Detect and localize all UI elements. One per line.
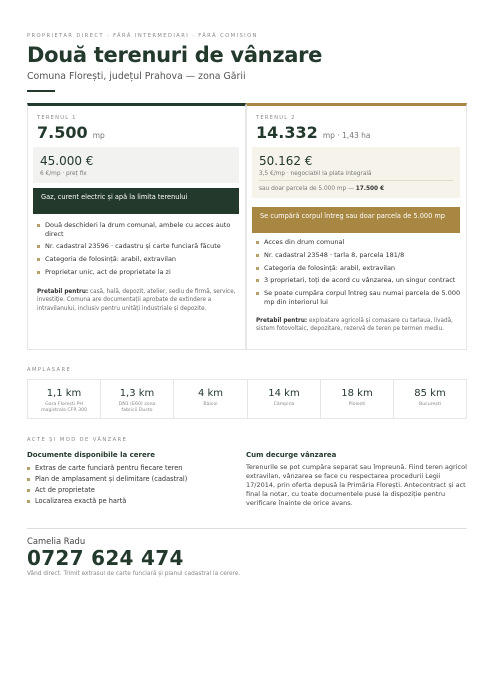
usage-text xyxy=(37,288,239,313)
contact-note: Vând direct. Trimit extrasul de carte funciară și planul cadastral la cerere. xyxy=(27,571,241,577)
price-value: 45.000 € xyxy=(40,154,94,168)
lot-card-1 xyxy=(27,103,246,350)
feature-item: Categoria de folosință: arabil, extravilan xyxy=(256,264,461,273)
price-note: 3,5 €/mp · negociabil la plata integrală xyxy=(259,171,372,177)
feature-item: Categoria de folosință: arabil, extravilan xyxy=(37,255,239,264)
sale-process-heading: Cum decurge vânzarea xyxy=(246,451,337,459)
distance-place: Băicoi xyxy=(203,402,218,407)
lot-label: TERENUL 2 xyxy=(256,115,296,121)
feature-item: Proprietar unic, act de proprietate la zi xyxy=(37,268,239,277)
distance-place: DN1 (E60) zona fabricii Dusto xyxy=(118,402,156,413)
docs-heading: Documente disponibile la cerere xyxy=(27,451,155,459)
doc-item: Localizarea exactă pe hartă xyxy=(27,497,227,506)
lot-card-2 xyxy=(246,103,467,350)
lot-area xyxy=(256,123,371,142)
page-subtitle: Comuna Florești, județul Prahova — zona Gării xyxy=(27,71,246,82)
lot-label: TERENUL 1 xyxy=(37,115,77,121)
distance-cell xyxy=(101,380,174,418)
distance-place: Ploiești xyxy=(348,402,366,407)
features-list xyxy=(37,221,239,281)
contact-divider xyxy=(27,528,467,529)
distance-place: București xyxy=(418,402,442,407)
area-unit: mp xyxy=(92,131,105,140)
distance-cell xyxy=(394,380,466,418)
area-value: 7.500 xyxy=(37,123,88,142)
distance-value: 4 km xyxy=(197,388,224,399)
distance-value: 18 km xyxy=(341,388,373,399)
distance-cell xyxy=(321,380,394,418)
feature-item: Se poate cumpăra corpul întreg sau numai parcela de 5.000 mp din interiorul lui xyxy=(256,289,461,306)
lots-section xyxy=(27,103,467,350)
distance-value: 14 km xyxy=(268,388,300,399)
feature-item: Două deschideri la drum comunal, ambele cu acces auto direct xyxy=(37,221,239,238)
price-note: 6 €/mp · preț fix xyxy=(40,171,87,177)
usage-label: Pretabil pentru: xyxy=(37,289,89,295)
price-value: 50.162 € xyxy=(259,154,313,168)
sale-process-text: Terenurile se pot cumpăra separat sau împreună. Fiind teren agricol extravilan, vânzarea se face cu respectarea procedurii Legii 17/2014, prin oferta depusă la Primăria Florești. Antecontract și act final la notar, cu toate documentele puse la dispoziție pentru verificare înainte de orice avans. xyxy=(246,463,467,507)
distance-value: 85 km xyxy=(414,388,446,399)
feature-item: 3 proprietari, toți de acord cu vânzarea, un singur contract xyxy=(256,276,461,285)
distance-cell xyxy=(174,380,248,418)
usage-label: Pretabil pentru: xyxy=(256,318,308,324)
features-list xyxy=(256,238,461,311)
price-divider xyxy=(259,180,453,181)
utilities-banner: Gaz, curent electric și apă la limita terenului xyxy=(33,188,239,214)
price-box xyxy=(33,147,239,183)
distance-value: 1,3 km xyxy=(119,388,155,399)
docs-list xyxy=(27,464,227,508)
purchase-banner: Se cumpără corpul întreg sau doar parcela de 5.000 mp xyxy=(252,207,460,233)
distance-cell xyxy=(248,380,321,418)
lot-area xyxy=(37,123,105,142)
acts-section-label: ACTE ȘI MOD DE VÂNZARE xyxy=(27,437,128,443)
price-alt-value: 17.500 € xyxy=(355,186,385,192)
doc-item: Extras de carte funciară pentru fiecare teren xyxy=(27,464,227,473)
distances-table xyxy=(27,379,467,419)
price-box xyxy=(252,147,460,198)
distance-place: Câmpina xyxy=(273,402,295,407)
area-unit: mp · 1,43 ha xyxy=(322,131,371,140)
distance-place: Gara Florești PH magistrala CFR 300 xyxy=(40,402,88,413)
eyebrow: PROPRIETAR DIRECT · FĂRĂ INTERMEDIARI · FĂRĂ COMISION xyxy=(27,33,258,39)
contact-phone[interactable]: 0727 624 474 xyxy=(27,546,184,570)
title-divider xyxy=(27,90,55,92)
doc-item: Plan de amplasament și delimitare (cadastral) xyxy=(27,475,227,484)
usage-body: casă, hală, depozit, atelier, sediu de firmă, service, investiție. Comuna are documentații aprobate de extindere a intravilanului, inclusiv pentru unități industriale și depozite. xyxy=(37,289,236,312)
usage-body: exploatare agricolă și comasare cu tarlaua, livadă, sistem fotovoltaic, depozitare, rezervă de teren pe termen mediu. xyxy=(256,318,453,333)
location-section-label: AMPLASARE xyxy=(27,367,72,373)
area-value: 14.332 xyxy=(256,123,318,142)
distance-cell xyxy=(28,380,101,418)
feature-item: Acces din drum comunal xyxy=(256,238,461,247)
page-title: Două terenuri de vânzare xyxy=(27,43,323,67)
distance-value: 1,1 km xyxy=(46,388,82,399)
feature-item: Nr. cadastral 23548 · tarla 8, parcela 181/8 xyxy=(256,251,461,260)
price-alt-text: sau doar parcela de 5.000 mp — xyxy=(259,186,356,192)
feature-item: Nr. cadastral 23596 · cadastru și carte funciară făcute xyxy=(37,242,239,251)
contact-name: Camelia Radu xyxy=(27,536,86,546)
price-alternative xyxy=(259,186,384,192)
doc-item: Act de proprietate xyxy=(27,486,227,495)
usage-text xyxy=(256,317,461,334)
